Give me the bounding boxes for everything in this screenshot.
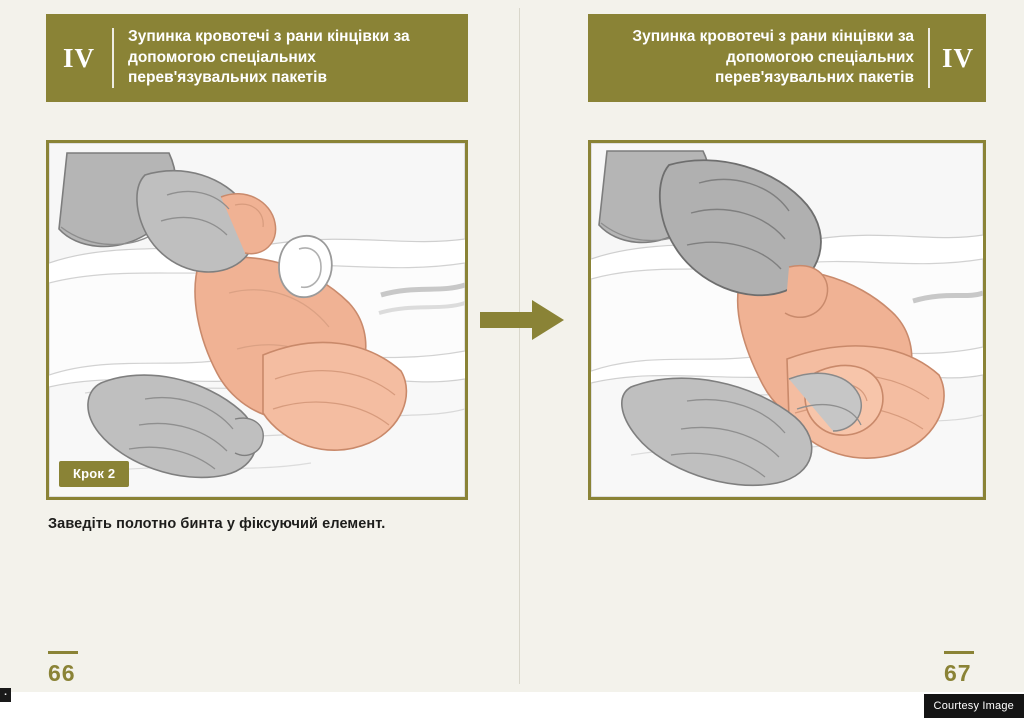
right-illustration-drawing bbox=[591, 143, 983, 497]
left-page-banner bbox=[46, 14, 468, 102]
corner-mark-icon: ▪ bbox=[0, 688, 11, 702]
step-badge: Крок 2 bbox=[59, 461, 129, 487]
spread-gutter bbox=[519, 8, 520, 684]
arrow-right-icon bbox=[478, 298, 566, 342]
left-banner-title: Зупинка кровотечі з рани кінцівки за допомогою спеціальних перев'язувальних пакетів bbox=[128, 28, 410, 87]
right-page-banner bbox=[588, 14, 986, 102]
left-page-caption: Заведіть полотно бинта у фіксуючий елемент. bbox=[48, 516, 386, 532]
bottom-strip bbox=[0, 692, 1024, 718]
right-folio-rule bbox=[944, 651, 974, 654]
right-page-illustration bbox=[588, 140, 986, 500]
left-illustration-drawing bbox=[49, 143, 465, 497]
left-folio-rule bbox=[48, 651, 78, 654]
left-page-illustration bbox=[46, 140, 468, 500]
right-banner-title: Зупинка кровотечі з рани кінцівки за допомогою спеціальних перев'язувальних пакетів bbox=[632, 28, 914, 87]
right-page-number: 67 bbox=[944, 660, 972, 686]
image-credit: Courtesy Image bbox=[924, 694, 1024, 718]
left-page-number: 66 bbox=[48, 660, 76, 686]
right-banner-roman-numeral: IV bbox=[941, 42, 974, 73]
left-banner-roman-numeral: IV bbox=[62, 42, 95, 73]
